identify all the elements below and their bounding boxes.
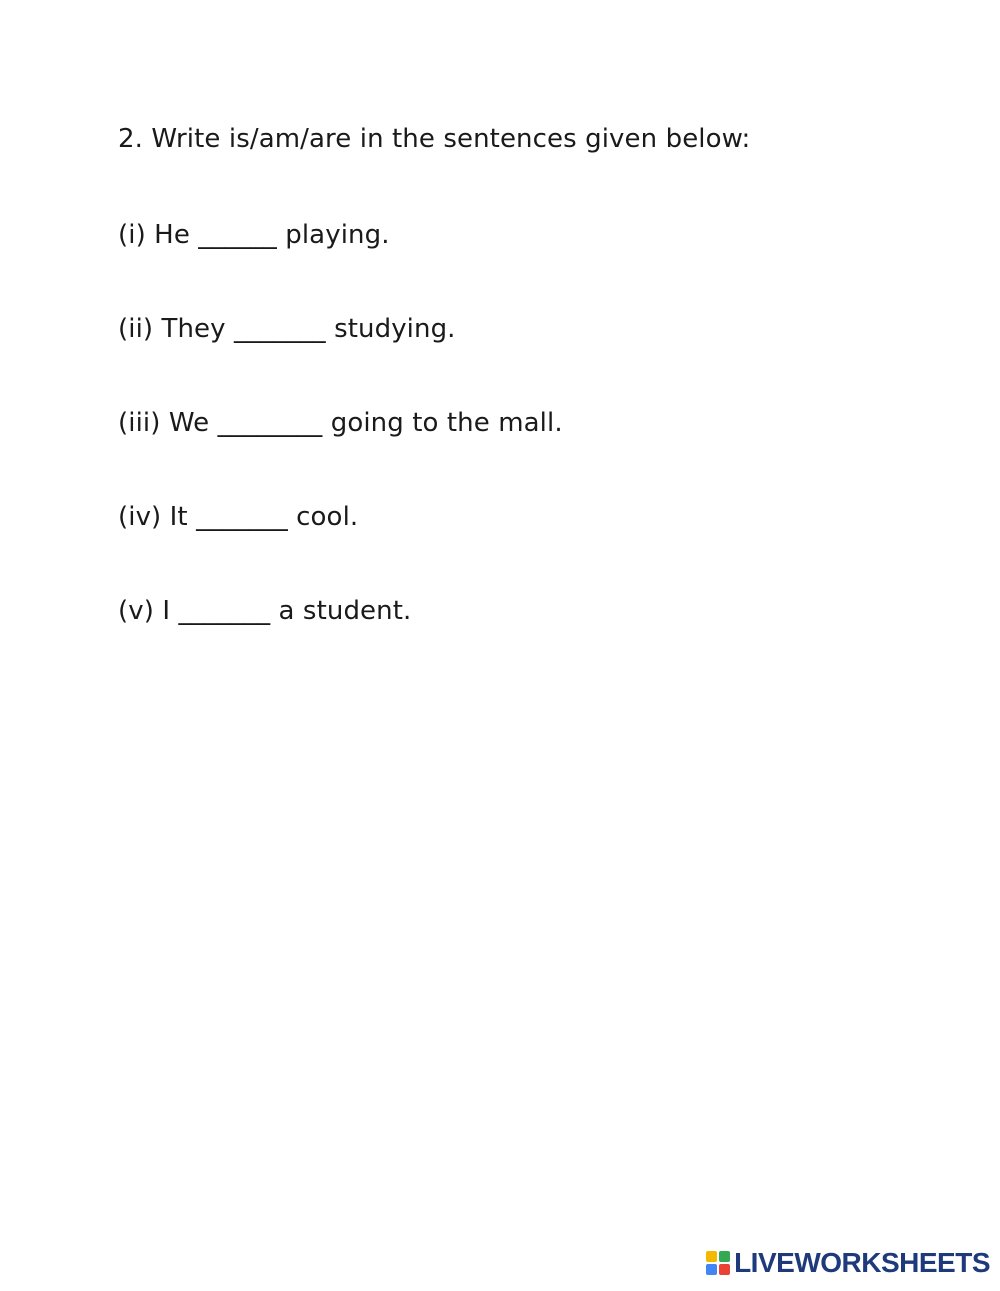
question-1: (i) He ______ playing. <box>118 220 390 250</box>
logo-square-yellow <box>706 1251 717 1262</box>
logo-square-green <box>719 1251 730 1262</box>
instruction-text: 2. Write is/am/are in the sentences given below: <box>118 124 751 154</box>
liveworksheets-logo <box>706 1247 990 1279</box>
question-5: (v) I _______ a student. <box>118 596 412 626</box>
logo-icon <box>706 1251 730 1275</box>
question-3: (iii) We ________ going to the mall. <box>118 408 563 438</box>
question-4: (iv) It _______ cool. <box>118 502 359 532</box>
logo-square-red <box>719 1264 730 1275</box>
logo-text: LIVEWORKSHEETS <box>734 1247 990 1278</box>
logo-square-blue <box>706 1264 717 1275</box>
question-2: (ii) They _______ studying. <box>118 314 456 344</box>
